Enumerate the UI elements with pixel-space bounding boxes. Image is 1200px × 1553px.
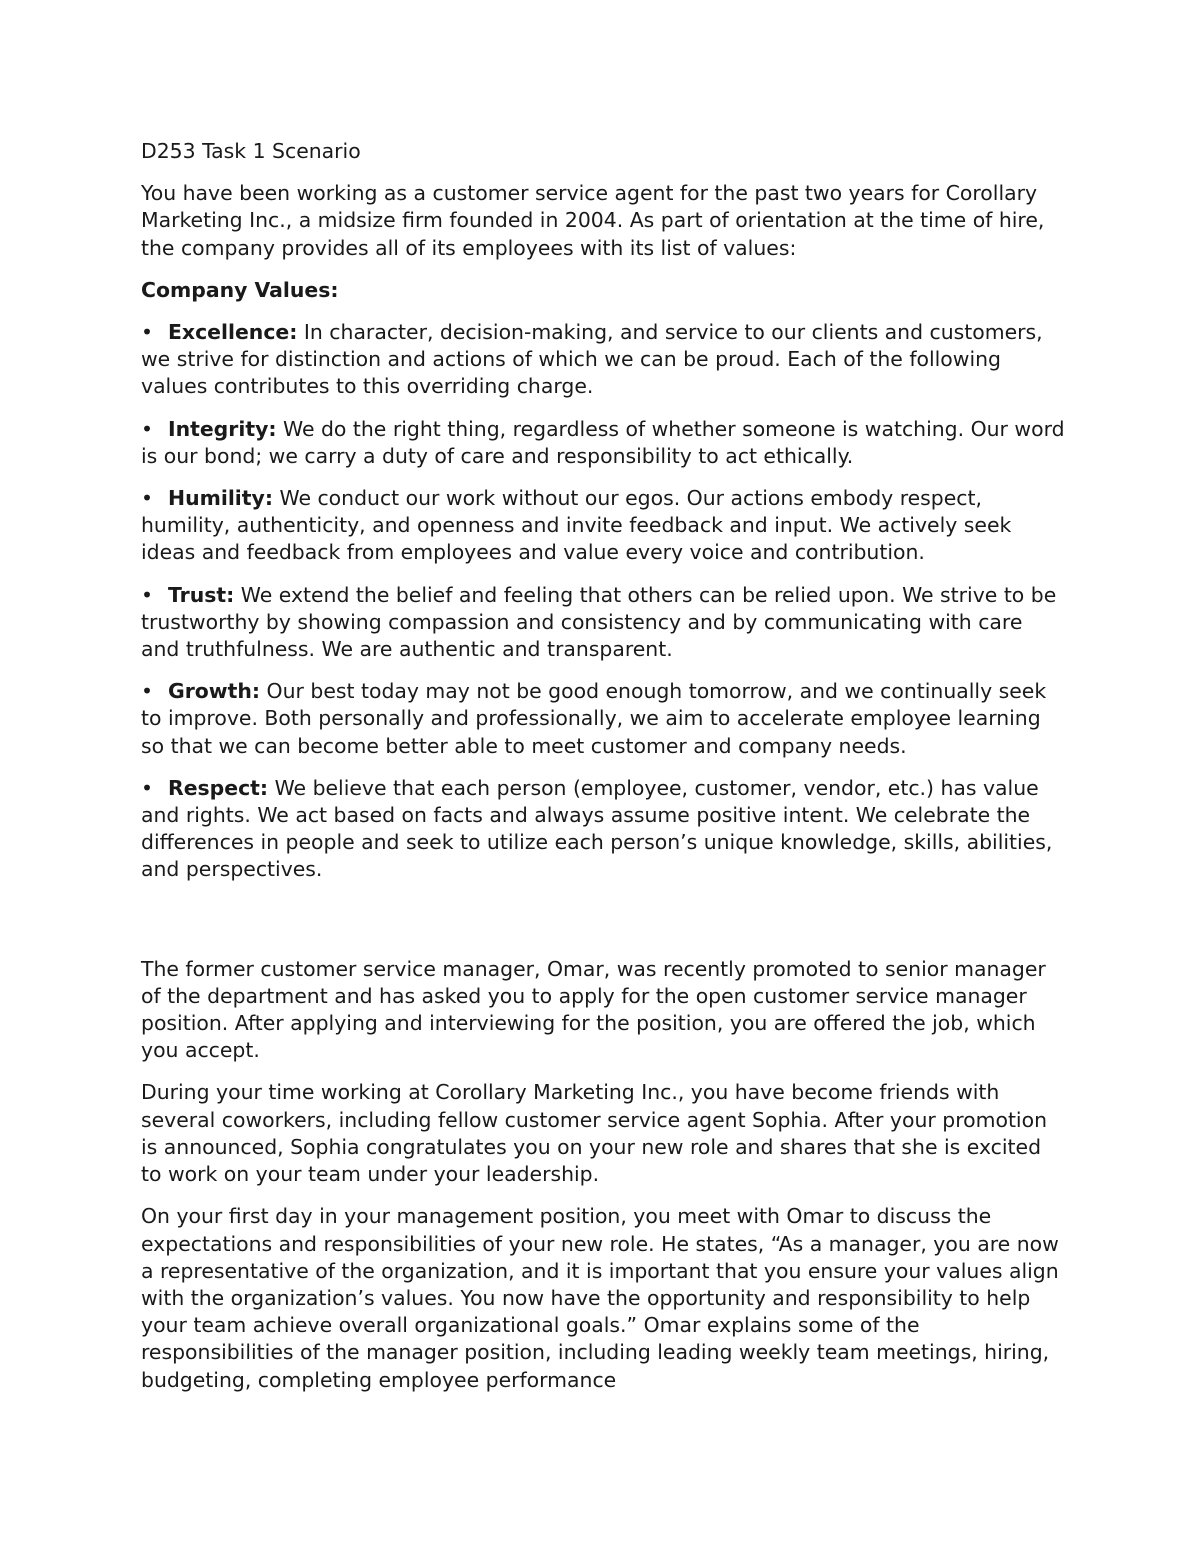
bullet-icon: • <box>141 582 154 607</box>
company-values-list <box>141 319 1066 884</box>
paragraph-omar-promotion: The former customer service manager, Omar, was recently promoted to senior manager of the department and has asked you to apply for the open customer service manager position. After applying and interviewing for the position, you are offered the job, which you accept. <box>141 956 1046 1063</box>
value-item-excellence <box>141 319 1066 401</box>
bullet-icon: • <box>141 416 154 441</box>
value-term: Respect: <box>168 775 269 800</box>
value-term: Integrity: <box>168 416 277 441</box>
bullet-icon: • <box>141 486 154 511</box>
value-item-integrity <box>141 416 1066 470</box>
value-term: Growth: <box>168 679 261 704</box>
value-description: We conduct our work without our egos. Our actions embody respect, humility, authenticity, and openness and invite feedback and input. We actively seek ideas and feedback from employees and value every voice and contribution. <box>141 486 1012 565</box>
bullet-icon: • <box>141 679 154 704</box>
paragraph-first-day: On your first day in your management position, you meet with Omar to discuss the expectations and responsibilities of your new role. He states, “As a manager, you are now a representative of the organization, and it is important that you ensure your values align with the organization’s values. You now have the opportunity and responsibility to help your team achieve overall organizational goals.” Omar explains some of the responsibilities of the manager position, including leading weekly team meetings, hiring, budgeting, completing employee performance <box>141 1204 1059 1392</box>
value-term: Excellence: <box>168 320 298 345</box>
bullet-icon: • <box>141 775 154 800</box>
value-description: We do the right thing, regardless of whether someone is watching. Our word is our bond; we carry a duty of care and responsibility to act ethically. <box>141 416 1065 468</box>
value-item-humility <box>141 485 1066 567</box>
value-term: Trust: <box>168 582 235 607</box>
document-title: D253 Task 1 Scenario <box>141 139 361 163</box>
value-description: In character, decision-making, and service to our clients and customers, we strive for distinction and actions of which we can be proud. Each of the following values contributes to this overriding charge. <box>141 320 1043 399</box>
value-description: We extend the belief and feeling that others can be relied upon. We strive to be trustworthy by showing compassion and consistency and by communicating with care and truthfulness. We are authentic and transparent. <box>141 582 1057 662</box>
value-term: Humility: <box>168 486 273 511</box>
paragraph-sophia: During your time working at Corollary Marketing Inc., you have become friends with several coworkers, including fellow customer service agent Sophia. After your promotion is announced, Sophia congratulates you on your new role and shares that she is excited to work on your team under your leadership. <box>141 1080 1047 1187</box>
value-description: We believe that each person (employee, customer, vendor, etc.) has value and rights. We act based on facts and always assume positive intent. We celebrate the differences in people and seek to utilize each person’s unique knowledge, skills, abilities, and perspectives. <box>141 775 1053 882</box>
value-item-growth <box>141 678 1066 760</box>
values-heading: Company Values: <box>141 277 339 302</box>
section-spacer <box>141 899 1066 956</box>
intro-paragraph: You have been working as a customer service agent for the past two years for Corollary Marketing Inc., a midsize firm founded in 2004. As part of orientation at the time of hire, the company provides all of its employees with its list of values: <box>141 181 1045 260</box>
value-item-trust <box>141 582 1066 664</box>
value-item-respect <box>141 775 1066 884</box>
value-description: Our best today may not be good enough tomorrow, and we continually seek to improve. Both personally and professionally, we aim to accelerate employee learning so that we can become better able to meet customer and company needs. <box>141 679 1047 758</box>
bullet-icon: • <box>141 320 154 345</box>
document-page <box>141 138 1066 1409</box>
